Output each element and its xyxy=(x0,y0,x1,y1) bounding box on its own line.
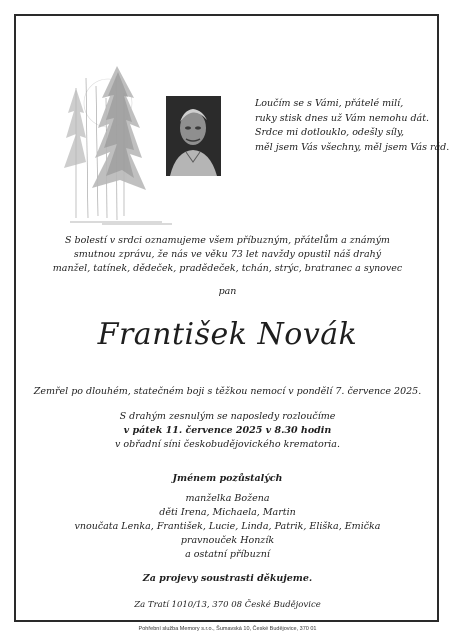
death-notice: Zemřel po dlouhém, statečném boji s těžkou nemocí v pondělí 7. července 2025. xyxy=(33,386,422,397)
announcement-line: manžel, tatínek, dědeček, pradědeček, tchán, strýc, bratranec a synovec xyxy=(52,263,403,274)
poem-line: Loučím se s Vámi, přátelé milí, xyxy=(255,98,404,109)
family-address: Za Tratí 1010/13, 370 08 České Budějovice xyxy=(134,600,321,610)
mourners-line: vnoučata Lenka, František, Lucie, Linda, Patrik, Eliška, Emička xyxy=(74,521,381,532)
mourners-line: děti Irena, Michaela, Martin xyxy=(159,507,296,518)
title-pan: pan xyxy=(218,286,237,297)
portrait-photo xyxy=(166,96,221,176)
farewell-intro: S drahým zesnulým se naposledy rozloučíme xyxy=(119,411,336,422)
thanks-line: Za projevy soustrasti děkujeme. xyxy=(142,573,313,584)
mourners-line: a ostatní příbuzní xyxy=(185,549,270,560)
announcement-line: smutnou zprávu, že nás ve věku 73 let navždy opustil náš drahý xyxy=(73,249,382,260)
announcement-line: S bolestí v srdci oznamujeme všem příbuzným, přátelům a známým xyxy=(65,235,390,246)
poem-line: měl jsem Vás všechny, měl jsem Vás rád. xyxy=(255,141,450,153)
poem-line: Srdce mi dotlouklo, odešly síly, xyxy=(255,127,405,139)
mourners-line: pravnouček Honzík xyxy=(180,535,275,546)
farewell-datetime: v pátek 11. července 2025 v 8.30 hodin xyxy=(123,425,332,436)
poem-line: ruky stisk dnes už Vám nemohu dát. xyxy=(255,112,430,124)
farewell-poem xyxy=(255,97,450,155)
birch-trees-icon xyxy=(62,58,182,228)
deceased-name: František Novák xyxy=(97,317,358,352)
mourners-heading: Jménem pozůstalých xyxy=(172,473,283,484)
funeral-service-footer: Pohřební služba Memory s.r.o., Šumavská 10, České Budějovice, 370 01 xyxy=(138,626,317,632)
mourners-line: manželka Božena xyxy=(185,493,270,504)
farewell-place: v obřadní síni českobudějovického krematoria. xyxy=(115,439,340,450)
